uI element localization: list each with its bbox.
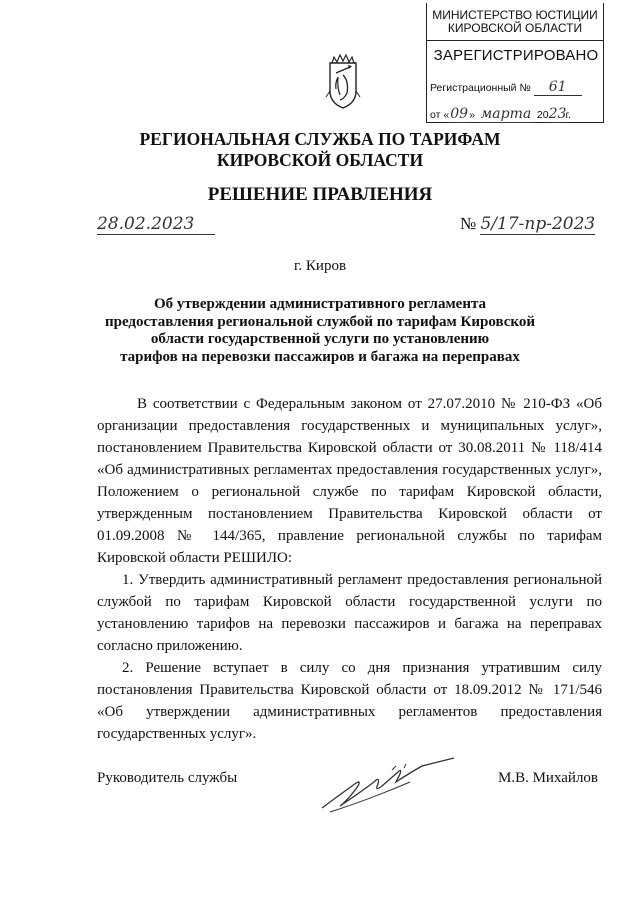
signatory-name: М.В. Михайлов xyxy=(498,770,599,786)
org-name xyxy=(0,129,640,171)
stamp-date-year: 23 xyxy=(548,106,567,122)
number-sign: № xyxy=(460,214,477,233)
stamp-date-year-prefix: 20 xyxy=(536,109,549,121)
stamp-reg-label: Регистрационный № xyxy=(430,82,531,94)
handwritten-signature xyxy=(318,756,458,816)
coat-of-arms-icon xyxy=(322,53,364,111)
title-line2: предоставления региональной службой по тарифам Кировской xyxy=(104,313,536,330)
org-name-line2: КИРОВСКОЙ ОБЛАСТИ xyxy=(216,150,424,170)
org-name-line1: РЕГИОНАЛЬНАЯ СЛУЖБА ПО ТАРИФАМ xyxy=(139,129,501,149)
item-1-paragraph: 1. Утвердить административный регламент предоставления региональной службой по тарифам Кировской области государственной услуги по установлению тарифов на перевозки пассажиров и багажа на переправах согласно приложению. xyxy=(97,572,602,654)
stamp-registered-label: ЗАРЕГИСТРИРОВАНО xyxy=(433,47,599,64)
decision-body xyxy=(97,393,602,745)
stamp-date-month: марта xyxy=(478,106,534,123)
decision-number: 5/17-пр-2023 xyxy=(480,214,596,234)
stamp-ministry-line1: МИНИСТЕРСТВО ЮСТИЦИИ xyxy=(432,8,598,22)
stamp-registration-box xyxy=(426,41,604,123)
signatory-position: Руководитель службы xyxy=(97,770,238,786)
stamp-reg-number: 61 xyxy=(534,79,582,96)
title-line3: области государственной услуги по установлению xyxy=(150,331,490,347)
stamp-date-suffix: г. xyxy=(565,109,571,121)
preamble-paragraph: В соответствии с Федеральным законом от 27.07.2010 № 210-ФЗ «Об организации предоставления государственных и муниципальных услуг», постановлением Правительства Кировской области от 30.08.2011 № 118/414 «Об административных регламентах предоставления государственных услуг», Положением о региональной службе по тарифам Кировской области, утвержденным постановлением Правительства Кировской области от 01.09.2008 № 144/365, правление региональной службы по тарифам Кировской области РЕШИЛО: xyxy=(97,396,602,566)
item-2-paragraph: 2. Решение вступает в силу со дня признания утратившим силу постановления Правительства Кировской области от 18.09.2012 № 171/546 «Об утверждении административных регламентов предоставления государственных услуг». xyxy=(97,660,602,742)
decision-number-row xyxy=(460,214,595,235)
title-line1: Об утверждении административного регламента xyxy=(153,296,487,312)
decision-date: 28.02.2023 xyxy=(97,214,215,235)
stamp-ministry-line2: КИРОВСКОЙ ОБЛАСТИ xyxy=(447,21,583,35)
city: г. Киров xyxy=(293,258,347,274)
doc-type: РЕШЕНИЕ ПРАВЛЕНИЯ xyxy=(207,184,433,205)
stamp-date-prefix: от « xyxy=(430,109,450,121)
stamp-ministry xyxy=(426,3,604,41)
stamp-reg-number-row xyxy=(430,79,582,96)
stamp-date-day: 09 xyxy=(450,106,469,122)
stamp-date-quote: » xyxy=(469,109,476,121)
stamp-date-row xyxy=(430,106,571,123)
title-line4: тарифов на перевозки пассажиров и багажа на переправах xyxy=(120,348,520,365)
registration-stamp xyxy=(426,3,606,120)
decision-title xyxy=(0,296,640,366)
